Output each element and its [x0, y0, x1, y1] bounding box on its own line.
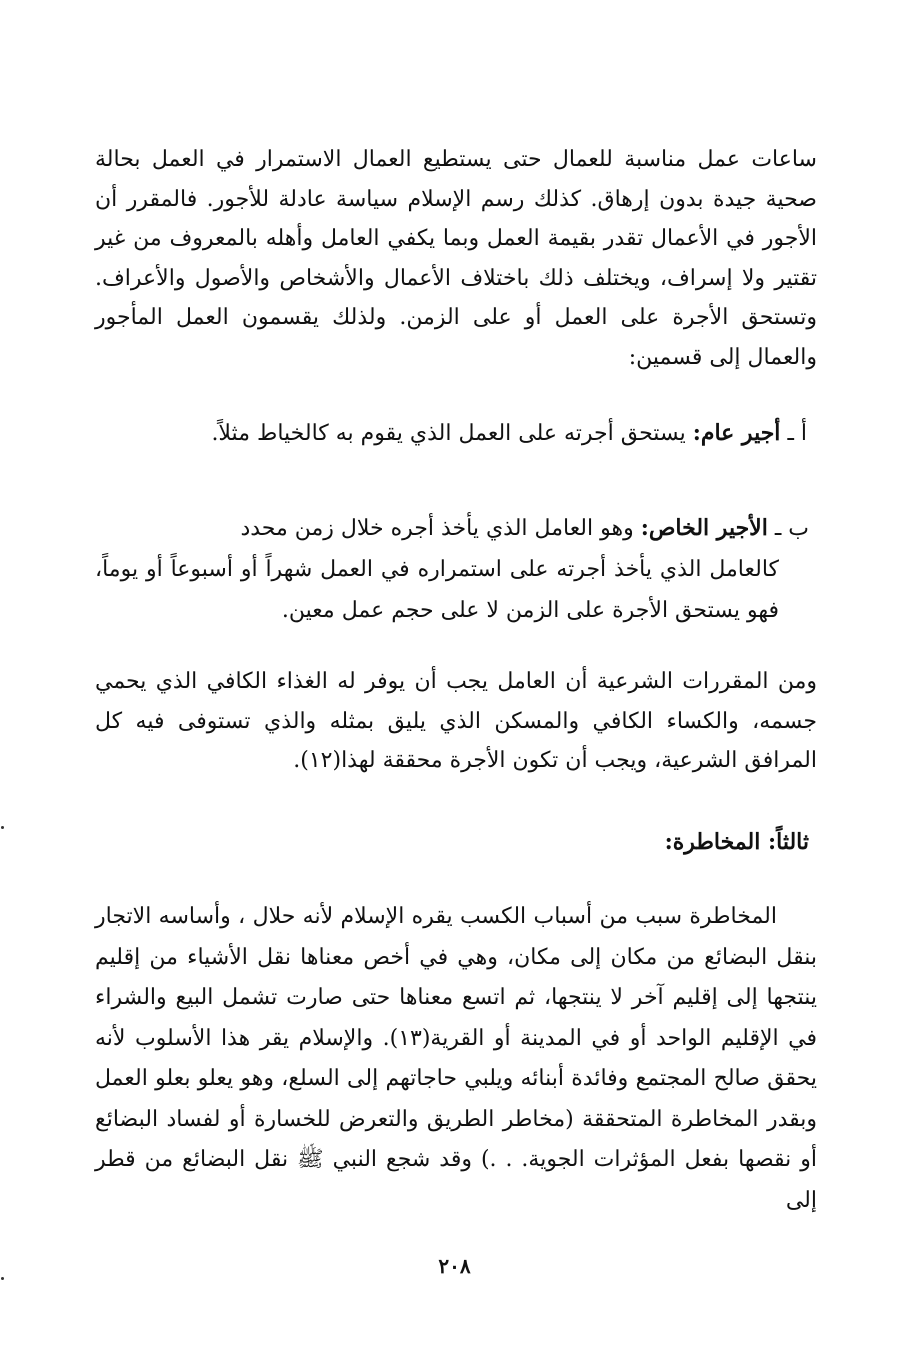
list-item-b	[95, 508, 809, 631]
section-heading-risk: ثالثاً: المخاطرة:	[664, 829, 809, 855]
scan-edge-mark	[1, 826, 4, 829]
definition-private-worker-rest: كالعامل الذي يأخذ أجرته على استمراره في العمل شهراً أو أسبوعاً أو يوماً، فهو يستحق الأجرة على الزمن لا على حجم عمل معين.	[95, 557, 779, 623]
paragraph-risk: المخاطرة سبب من أسباب الكسب يقره الإسلام لأنه حلال ، وأساسه الاتجار بنقل البضائع من مكان إلى مكان، وهي في أخص معناها نقل الأشياء من إقليم ينتجها إلى إقليم آخر لا ينتجها، ثم اتسع معناها حتى صارت تشمل البيع والشراء في الإقليم الواحد أو في المدينة أو القرية(١٣). والإسلام يقر هذا الأسلوب لأنه يحقق صالح المجتمع وفائدة أبنائه ويلبي حاجاتهم إلى السلع، وهو يعلو بعلو العمل وبقدر المخاطرة المتحققة (مخاطر الطريق والتعرض للخسارة أو لفساد البضائع أو نقصها بفعل المؤثرات الجوية. . .) وقد شجع النبي ﷺ نقل البضائع من قطر إلى	[95, 904, 817, 1213]
list-marker-b: ب ـ	[774, 516, 809, 541]
term-general-worker: أجير عام:	[692, 420, 781, 446]
page-number: ٢٠٨	[438, 1254, 471, 1278]
paragraph-legal-rulings: ومن المقررات الشرعية أن العامل يجب أن يوفر له الغذاء الكافي الذي يحمي جسمه، والكساء الكافي والمسكن الذي يليق بمثله والذي تستوفى فيه كل المرافق الشرعية، ويجب أن تكون الأجرة محققة لهذا(١٢).	[95, 669, 817, 773]
term-private-worker: الأجير الخاص:	[640, 515, 768, 541]
definition-general-worker: يستحق أجرته على العمل الذي يقوم به كالخياط مثلاً.	[211, 421, 686, 446]
paragraph-wages: ساعات عمل مناسبة للعمال حتى يستطيع العمال الاستمرار في العمل بحالة صحية جيدة بدون إرهاق. كذلك رسم الإسلام سياسة عادلة للأجور. فالمقرر أن الأجور في الأعمال تقدر بقيمة العمل وبما يكفي العامل وأهله بالمعروف من غير تقتير ولا إسراف، ويختلف ذلك باختلاف الأعمال والأشخاص والأصول والأعراف. وتستحق الأجرة على العمل أو على الزمن. ولذلك يقسمون العمل المأجور والعمال إلى قسمين:	[95, 147, 817, 370]
definition-private-worker-first: وهو العامل الذي يأخذ أجره خلال زمن محدد	[240, 516, 634, 541]
scan-edge-mark	[1, 1277, 4, 1280]
list-marker-a: أ ـ	[787, 421, 807, 446]
list-item-a	[95, 413, 807, 454]
